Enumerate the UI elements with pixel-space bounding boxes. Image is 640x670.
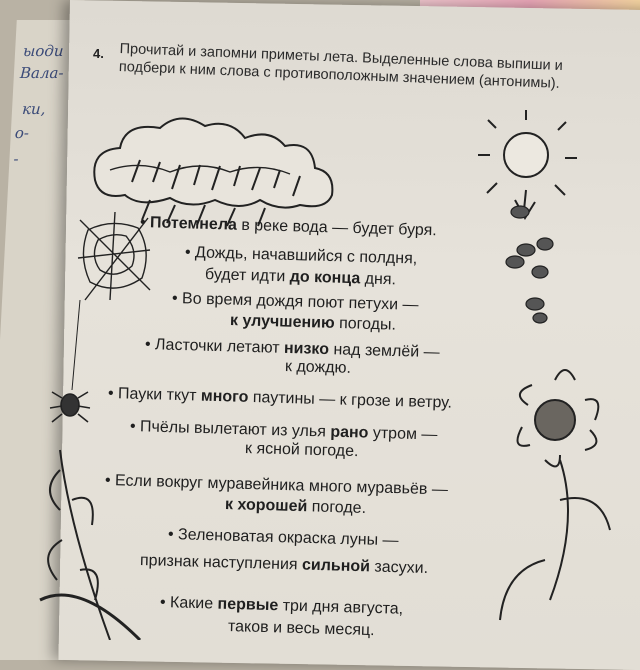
sign-text: • Во время дождя поют петухи — — [171, 290, 419, 314]
sign-text: • Зеленоватая окраска луны — — [167, 526, 399, 550]
highlighted-word: к улучшению — [229, 312, 335, 332]
sign-text: засухи. — [369, 558, 429, 578]
sign-text: погоде. — [307, 498, 367, 517]
sign-line — [245, 440, 359, 461]
task-instruction: Прочитай и запомни приметы лета. Выделенные слова выпиши и подбери к ним слова с противоположным значением (антонимы). — [118, 40, 564, 92]
sign-text: будет идти — [204, 266, 290, 286]
task-number: 4. — [93, 46, 104, 61]
sign-line — [285, 358, 351, 378]
sign-text: к дождю. — [284, 358, 352, 377]
spider-icon — [50, 300, 90, 422]
handwritten-note: ки, — [21, 100, 46, 118]
highlighted-word: много — [200, 387, 249, 406]
highlighted-word: сильной — [301, 556, 371, 576]
handwritten-note: о- — [14, 124, 30, 142]
sign-text: • Если вокруг муравейника много муравьёв — — [104, 472, 449, 499]
sun-icon — [478, 110, 577, 218]
highlighted-word: Потемнела — [149, 214, 238, 234]
bee-icon — [506, 206, 553, 323]
sunflower-icon — [500, 370, 610, 620]
sign-text: • Пауки ткут — [107, 385, 202, 405]
sign-text: утром — — [368, 424, 438, 444]
sign-text: три дня августа, — [278, 597, 404, 618]
sign-text: погоды. — [334, 314, 397, 334]
handwritten-note: Вала- — [19, 64, 64, 82]
sign-text: в реке вода — будет буря. — [236, 216, 437, 240]
sign-text: таков и весь месяц. — [227, 618, 375, 640]
handwritten-note: - — [13, 150, 20, 168]
highlighted-word: низко — [283, 339, 330, 359]
sign-text: • Дождь, начавшийся с полдня, — [184, 244, 418, 268]
highlighted-word: первые — [217, 595, 279, 615]
highlighted-word: до конца — [289, 268, 361, 288]
sign-text: • Пчёлы вылетают из улья — [129, 418, 331, 441]
sign-text: паутины — к грозе и ветру. — [248, 388, 453, 412]
sign-text: • Какие — [159, 594, 218, 613]
sign-text: дня. — [360, 270, 397, 289]
rain-cloud-icon — [94, 118, 332, 226]
sign-text: над землёй — — [328, 341, 440, 362]
highlighted-word: рано — [330, 423, 369, 442]
sign-text: признак наступления — [139, 552, 303, 574]
highlighted-word: к хорошей — [224, 496, 308, 516]
sign-text: • Ласточки летают — [144, 336, 285, 357]
sign-text: к ясной погоде. — [244, 440, 359, 461]
handwritten-note: ыоди — [22, 42, 65, 60]
sign-text: • — [139, 214, 151, 232]
